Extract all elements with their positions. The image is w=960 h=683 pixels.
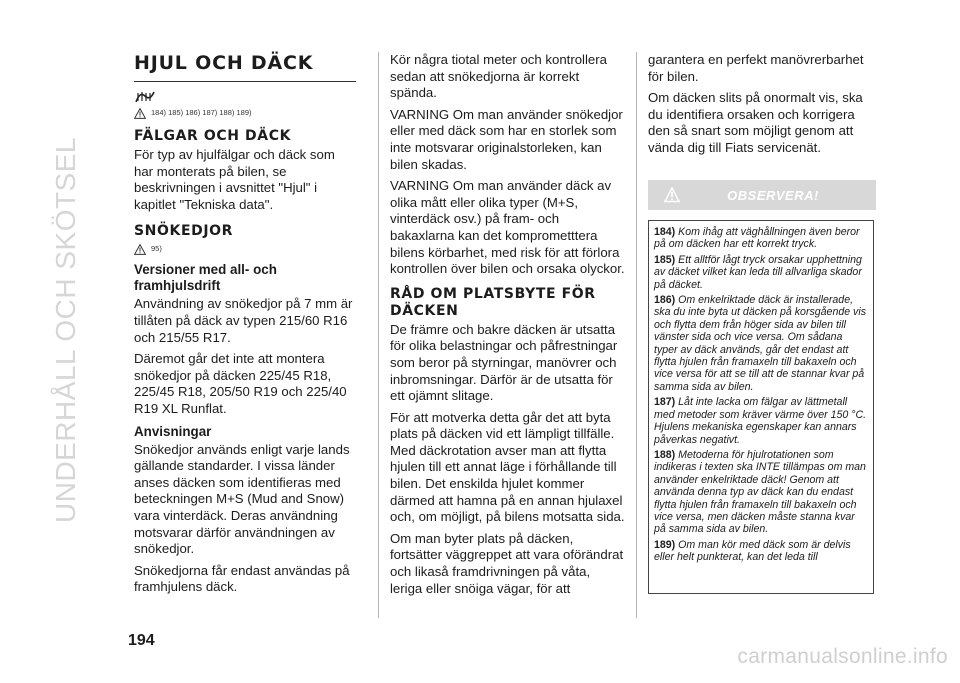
- warning-paragraph: VARNING Om man använder däck av olika mått eller olika typer (M+S, vinterdäck osv.) på fram- och bakaxlarna kan det komprometttera bilens körbarhet, med risk för att förlora kontrollen över bilen och orsaka olyckor.: [390, 178, 625, 277]
- note-text: Kom ihåg att väghållningen även beror på om däcken har ett korrekt tryck.: [654, 226, 860, 251]
- main-heading: HJUL OCH DÄCK: [134, 52, 314, 74]
- heading-rule: [134, 81, 356, 82]
- note-number: 186): [654, 294, 676, 307]
- note-number: 187): [654, 396, 676, 409]
- note-text: Om man kör med däck som är delvis eller helt punkterat, kan det leda till: [654, 538, 851, 564]
- observera-header: [648, 180, 876, 210]
- column-divider-1: [378, 52, 379, 618]
- note-187: [654, 396, 868, 446]
- note-number: 189): [654, 538, 676, 551]
- note-text: Ett alltför lågt tryck orsakar upphettning av däcket vilket kan leda till allvarliga skador på däcket.: [654, 253, 862, 291]
- watermark-text[interactable]: carmanualsonline.info: [737, 645, 948, 668]
- observera-title: OBSERVERA!: [727, 187, 819, 203]
- page-number: 194: [128, 632, 155, 649]
- section-text-falgar: För typ av hjulfälgar och däck som har monterats på bilen, se beskrivningen i avsnittet "Hjul" i kapitlet "Tekniska data".: [134, 147, 335, 212]
- note-text: Metoderna för hjulrotationen som indikeras i texten ska INTE tillämpas om man använder enkelriktade däck! Genom att använda denna typ av däck kan du endast flytta hjulen från framaxeln till bakaxeln och vice versa, men däcken måste stanna kvar på samma sida av bilen.: [654, 448, 866, 536]
- subheading-versioner: Versioner med all- och framhjulsdrift: [134, 262, 277, 294]
- column-divider-2: [636, 52, 637, 618]
- section-heading-snokedjor: SNÖKEDJOR: [134, 223, 234, 240]
- warning-triangle-icon: [134, 244, 146, 255]
- paragraph: Däremot går det inte att montera snökedjor på däcken 225/45 R18, 225/45 R18, 205/50 R19 och 225/40 R19 XL Runflat.: [134, 351, 347, 416]
- paragraph: De främre och bakre däcken är utsatta för olika belastningar och påfrestningar som beror på styrningar, manövrer och inbromsningar. Därför är de utsatta för ett ojämnt slitage.: [390, 321, 618, 404]
- paragraph: Om man byter plats på däcken, fortsätter väggreppet att vara oförändrat och likaså framdrivningen på våta, leriga eller snöiga vägar, för att: [390, 530, 624, 596]
- paragraph: garantera en perfekt manövrerbarhet för bilen.: [648, 52, 864, 84]
- warning-refs-main: [134, 106, 356, 120]
- note-186: [654, 294, 868, 393]
- snow-chain-icon: [134, 90, 156, 104]
- paragraph: Om däcken slits på onormalt vis, ska du identifiera orsaken och korrigera den så snart som möjligt genom att vända dig till Fiats servicenät.: [648, 90, 863, 155]
- warning-ref-list: 95): [151, 244, 162, 254]
- column-2: [390, 52, 625, 602]
- section-heading-platsbyte: RÅD OM PLATSBYTE FÖR DÄCKEN: [390, 285, 596, 319]
- section-heading-falgar: FÄLGAR OCH DÄCK: [134, 128, 292, 144]
- paragraph: Snökedjor används enligt varje lands gällande standarder. I vissa länder anses däcken som identifieras med beteckningen M+S (Mud and Snow) vara vinterdäck. Deras användning motsvarar därför användningen av snökedjor.: [134, 441, 350, 557]
- column-3: [648, 52, 876, 162]
- column-1: [134, 52, 356, 601]
- warning-triangle-icon: [664, 187, 680, 203]
- note-185: [654, 254, 868, 291]
- warning-refs-snokedjor: [134, 242, 356, 256]
- note-number: 188): [654, 448, 676, 461]
- note-184: [654, 226, 868, 251]
- paragraph: Snökedjorna får endast användas på framhjulens däck.: [134, 562, 350, 595]
- paragraph: Användning av snökedjor på 7 mm är tillåten på däck av typen 215/60 R16 och 215/55 R17.: [134, 296, 353, 345]
- side-chapter-title: UNDERHÅLL OCH SKÖTSEL: [50, 137, 81, 523]
- warning-ref-list: 184) 185) 186) 187) 188) 189): [151, 107, 252, 117]
- note-number: 185): [654, 253, 676, 266]
- warning-triangle-icon: [134, 108, 146, 119]
- note-text: Låt inte lacka om fälgar av lättmetall med metoder som kräver värme över 150 °C. Hjulens mekaniska egenskaper kan annars påverkas negativt.: [654, 396, 867, 446]
- note-number: 184): [654, 226, 676, 238]
- paragraph: För att motverka detta går det att byta plats på däcken vid ett lämpligt tillfälle. Med däckrotation avser man att flytta hjulen till ett annat läge i förhållande till bilen. Det enskilda hjulet kommer därmed att hamna på en annan hjulaxel och, om möjligt, på bilens motsatta sida.: [390, 409, 625, 525]
- paragraph: Kör några tiotal meter och kontrollera sedan att snökedjorna är korrekt spända.: [390, 52, 607, 101]
- note-188: [654, 449, 868, 536]
- note-text: Om enkelriktade däck är installerade, ska du inte byta ut däcken på korsgående vis och flytta dem från höger sida av bilen till vänster sida och vice versa. Om sådana typer av däck används, går det endast att flytta hjulen från framaxeln till bakaxeln och vice versa för att se till att de stannar kvar på samma sida av bilen.: [654, 294, 867, 393]
- note-189: [654, 539, 868, 564]
- subheading-anvisningar: Anvisningar: [134, 423, 212, 439]
- warning-paragraph: VARNING Om man använder snökedjor eller med däck som har en storlek som inte motsvarar originalstorleken, kan bilen skadas.: [390, 106, 623, 172]
- observera-notes: [648, 220, 874, 594]
